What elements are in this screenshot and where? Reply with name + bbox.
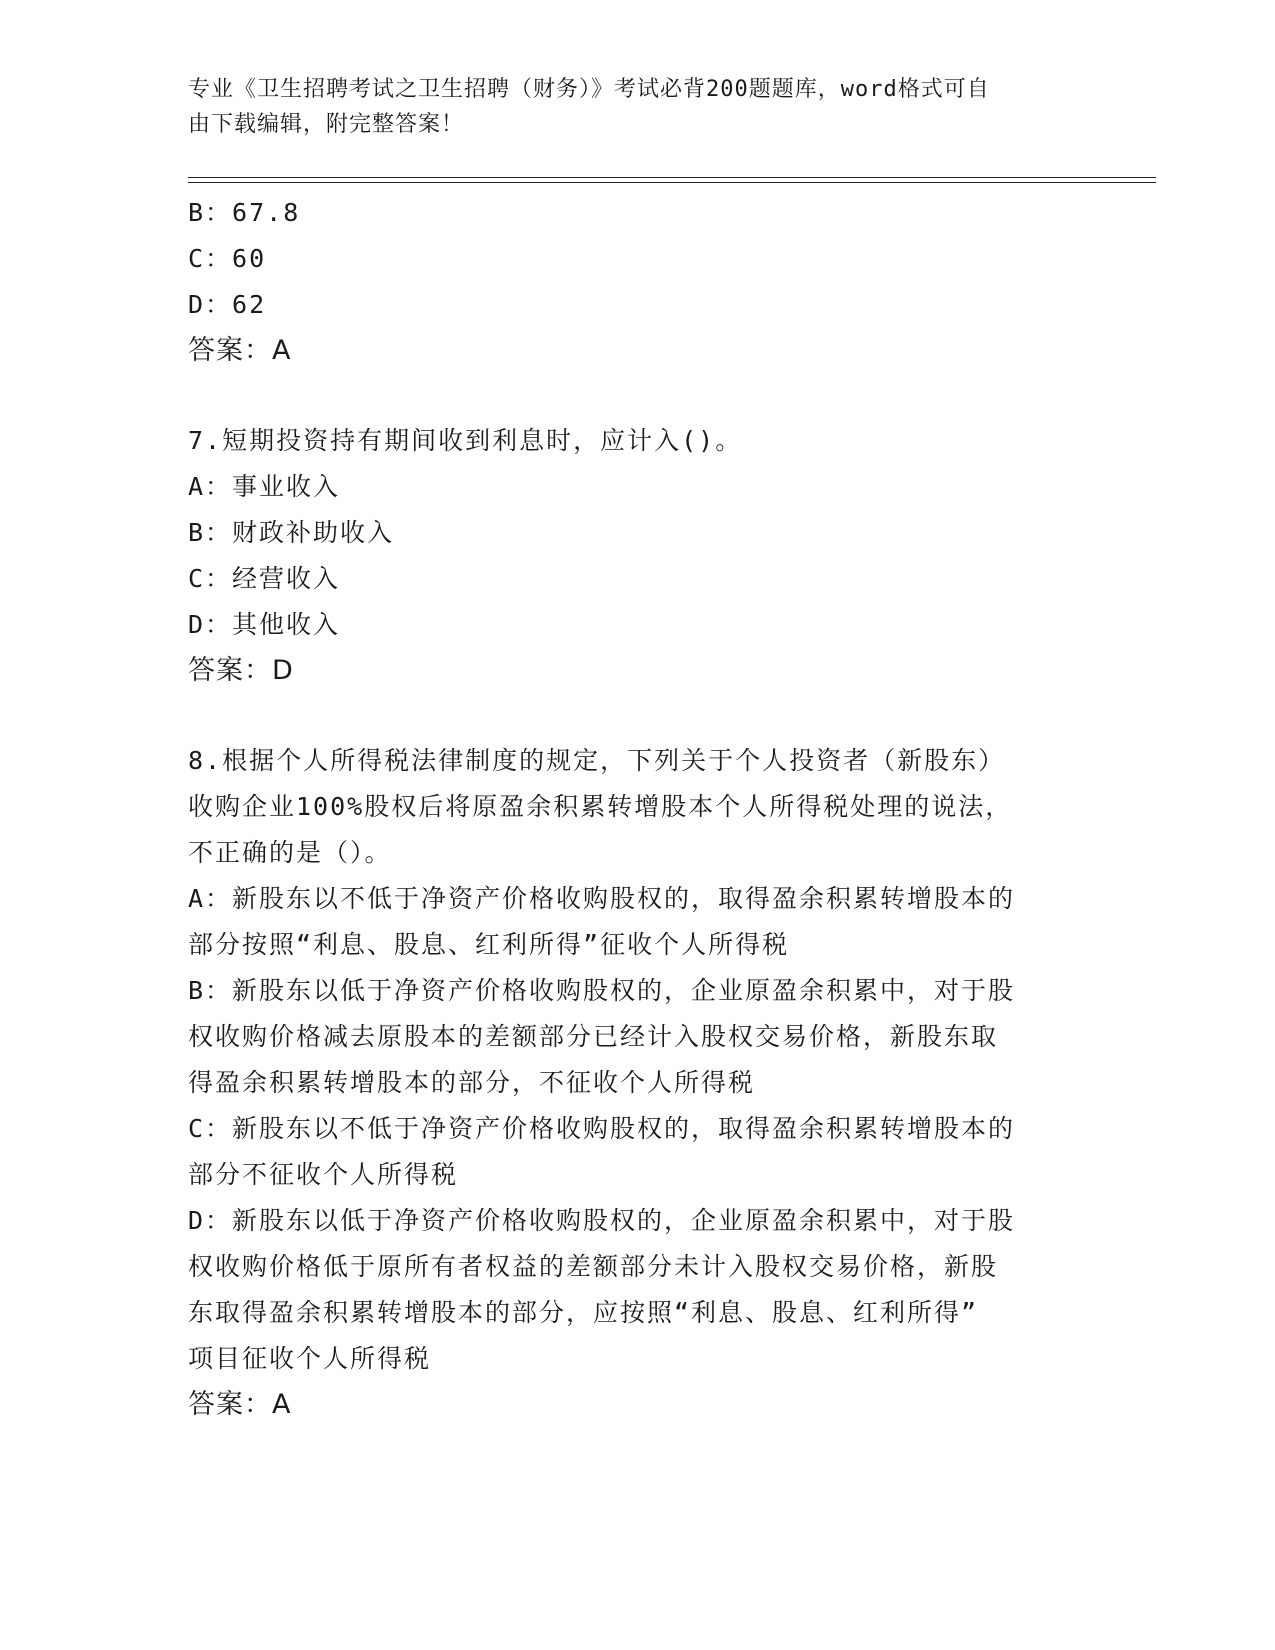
q6-option-d: D：62 bbox=[188, 290, 267, 319]
header-divider-bottom bbox=[188, 182, 1156, 183]
header-divider-top bbox=[188, 177, 1156, 178]
q7-answer: 答案：D bbox=[188, 655, 294, 686]
q7-option-a: A：事业收入 bbox=[188, 472, 341, 501]
question-6-tail bbox=[188, 190, 1088, 374]
q8-option-d-line: 权收购价格低于原所有者权益的差额部分未计入股权交易价格，新股 bbox=[188, 1252, 999, 1281]
q8-option-a-line: A：新股东以不低于净资产价格收购股权的，取得盈余积累转增股本的 bbox=[188, 884, 1016, 913]
spacer bbox=[188, 694, 1088, 738]
header-line-1: 专业《卫生招聘考试之卫生招聘（财务）》考试必背200题题库，word格式可自 bbox=[188, 77, 990, 102]
q6-answer: 答案：A bbox=[188, 335, 292, 366]
q8-stem bbox=[188, 738, 1088, 876]
q8-option-a-line: 部分按照“利息、股息、红利所得”征收个人所得税 bbox=[188, 930, 790, 959]
question-content bbox=[188, 190, 1088, 1428]
q8-option-d bbox=[188, 1198, 1088, 1382]
q7-stem: 7.短期投资持有期间收到利息时，应计入()。 bbox=[188, 426, 743, 455]
q8-option-c-line: 部分不征收个人所得税 bbox=[188, 1160, 459, 1189]
q8-option-b bbox=[188, 968, 1088, 1106]
spacer bbox=[188, 374, 1088, 418]
q7-option-b: B：财政补助收入 bbox=[188, 518, 395, 547]
q7-option-c: C：经营收入 bbox=[188, 564, 341, 593]
q8-stem-line: 不正确的是（）。 bbox=[188, 838, 392, 867]
q6-option-c: C：60 bbox=[188, 244, 267, 273]
header-line-2: 由下载编辑，附完整答案！ bbox=[188, 112, 465, 137]
q8-option-c bbox=[188, 1106, 1088, 1198]
question-8 bbox=[188, 738, 1088, 1428]
q8-option-d-line: 东取得盈余积累转增股本的部分，应按照“利息、股息、红利所得” bbox=[188, 1298, 979, 1327]
q8-answer: 答案：A bbox=[188, 1389, 292, 1420]
q8-option-b-line: 得盈余积累转增股本的部分，不征收个人所得税 bbox=[188, 1068, 756, 1097]
q8-stem-line: 8.根据个人所得税法律制度的规定，下列关于个人投资者（新股东） bbox=[188, 746, 1006, 775]
q7-option-d: D：其他收入 bbox=[188, 610, 341, 639]
q8-stem-line: 收购企业100%股权后将原盈余积累转增股本个人所得税处理的说法， bbox=[188, 792, 1013, 821]
q6-option-b: B：67.8 bbox=[188, 198, 301, 227]
q8-option-b-line: 权收购价格减去原股本的差额部分已经计入股权交易价格，新股东取 bbox=[188, 1022, 999, 1051]
question-7 bbox=[188, 418, 1088, 694]
q8-option-d-line: 项目征收个人所得税 bbox=[188, 1344, 432, 1373]
page-header bbox=[188, 72, 1068, 142]
q8-option-c-line: C：新股东以不低于净资产价格收购股权的，取得盈余积累转增股本的 bbox=[188, 1114, 1016, 1143]
q8-option-d-line: D：新股东以低于净资产价格收购股权的，企业原盈余积累中，对于股 bbox=[188, 1206, 1016, 1235]
q8-option-a bbox=[188, 876, 1088, 968]
q8-option-b-line: B：新股东以低于净资产价格收购股权的，企业原盈余积累中，对于股 bbox=[188, 976, 1016, 1005]
